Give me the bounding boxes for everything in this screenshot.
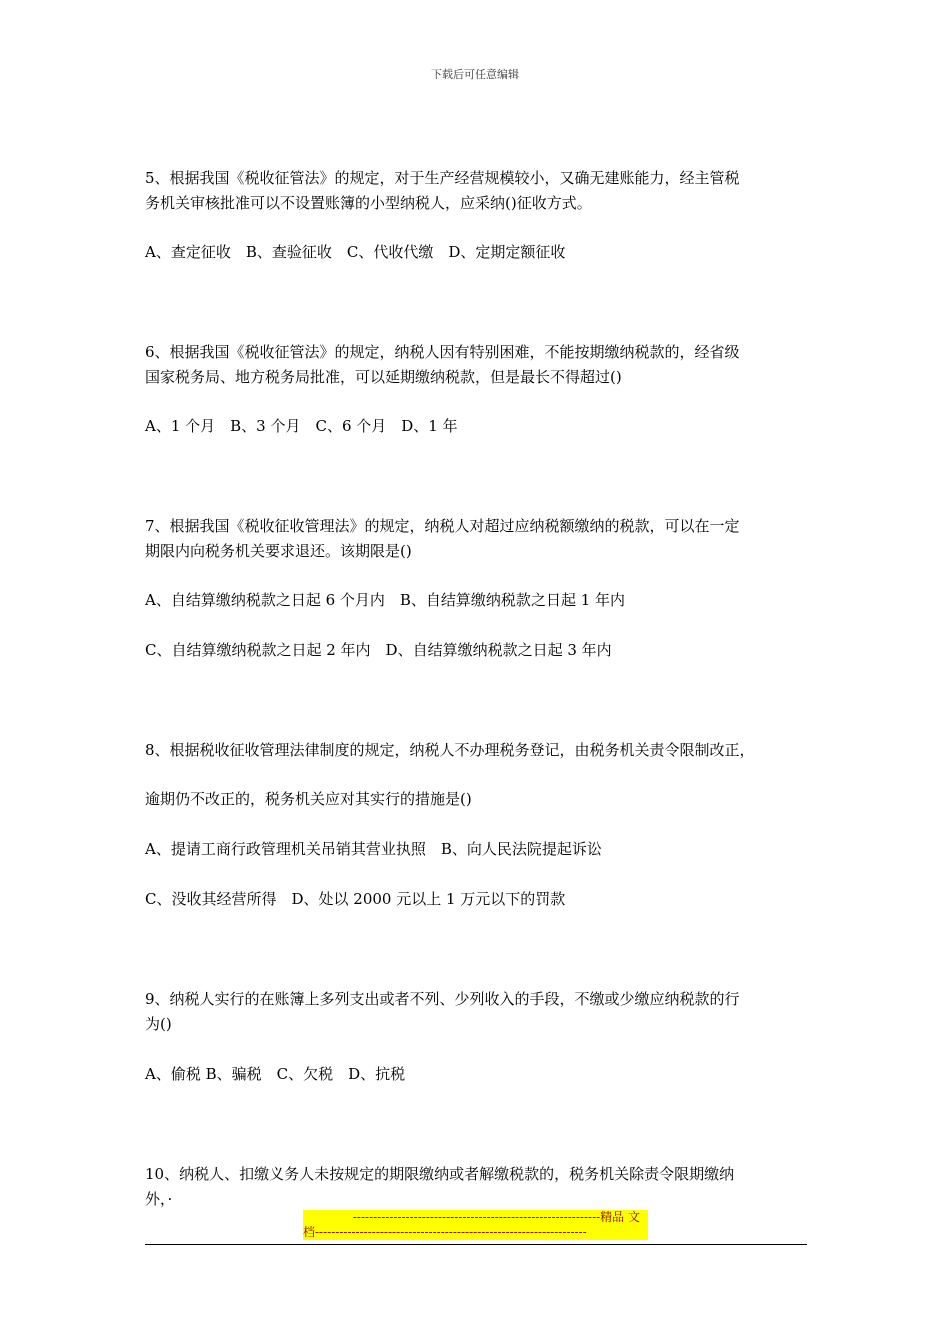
q8-stem-line-1: 8、根据税收征收管理法律制度的规定，纳税人不办理税务登记，由税务机关责令限制改正， xyxy=(145,741,755,759)
q5-options: A、查定征收 B、查验征收 C、代收代缴 D、定期定额征收 xyxy=(145,243,566,261)
q9-options: A、偷税 B、骗税 C、欠税 D、抗税 xyxy=(145,1065,406,1083)
q9-stem-line-1: 9、纳税人实行的在账簿上多列支出或者不列、少列收入的手段，不缴或少缴应纳税款的行 xyxy=(145,990,740,1008)
footer-line-1: -------------------------------------------------------------精品 文 xyxy=(352,1210,640,1224)
q6-stem-line-2: 国家税务局、地方税务局批准，可以延期缴纳税款，但是最长不得超过() xyxy=(145,368,622,386)
footer-divider xyxy=(145,1244,807,1245)
page-header: 下载后可任意编辑 xyxy=(431,68,519,81)
q9-stem-line-2: 为() xyxy=(145,1015,172,1033)
q7-options-2: C、自结算缴纳税款之日起 2 年内 D、自结算缴纳税款之日起 3 年内 xyxy=(145,641,612,659)
q5-stem-line-2: 务机关审核批准可以不设置账簿的小型纳税人，应采纳()征收方式。 xyxy=(145,194,592,212)
q6-stem-line-1: 6、根据我国《税收征管法》的规定，纳税人因有特别困难，不能按期缴纳税款的，经省级 xyxy=(145,343,740,361)
footer-watermark xyxy=(303,1210,648,1240)
q10-stem-line-2: 外，· xyxy=(145,1190,173,1208)
q8-options-2: C、没收其经营所得 D、处以 2000 元以上 1 万元以下的罚款 xyxy=(145,890,566,908)
q7-stem-line-2: 期限内向税务机关要求退还。该期限是() xyxy=(145,542,412,560)
q6-options: A、1 个月 B、3 个月 C、6 个月 D、1 年 xyxy=(145,417,458,435)
q5-stem-line-1: 5、根据我国《税收征管法》的规定，对于生产经营规模较小，又确无建账能力，经主管税 xyxy=(145,169,740,187)
q8-options-1: A、提请工商行政管理机关吊销其营业执照 B、向人民法院提起诉讼 xyxy=(145,840,602,858)
footer-line-2: 档------------------------------------------------------------------- xyxy=(303,1225,587,1239)
q10-stem-line-1: 10、纳税人、扣缴义务人未按规定的期限缴纳或者解缴税款的，税务机关除责令限期缴纳 xyxy=(145,1165,735,1183)
q7-stem-line-1: 7、根据我国《税收征收管理法》的规定，纳税人对超过应纳税额缴纳的税款，可以在一定 xyxy=(145,517,740,535)
q8-stem-line-2: 逾期仍不改正的，税务机关应对其实行的措施是() xyxy=(145,790,472,808)
q7-options-1: A、自结算缴纳税款之日起 6 个月内 B、自结算缴纳税款之日起 1 年内 xyxy=(145,591,626,609)
